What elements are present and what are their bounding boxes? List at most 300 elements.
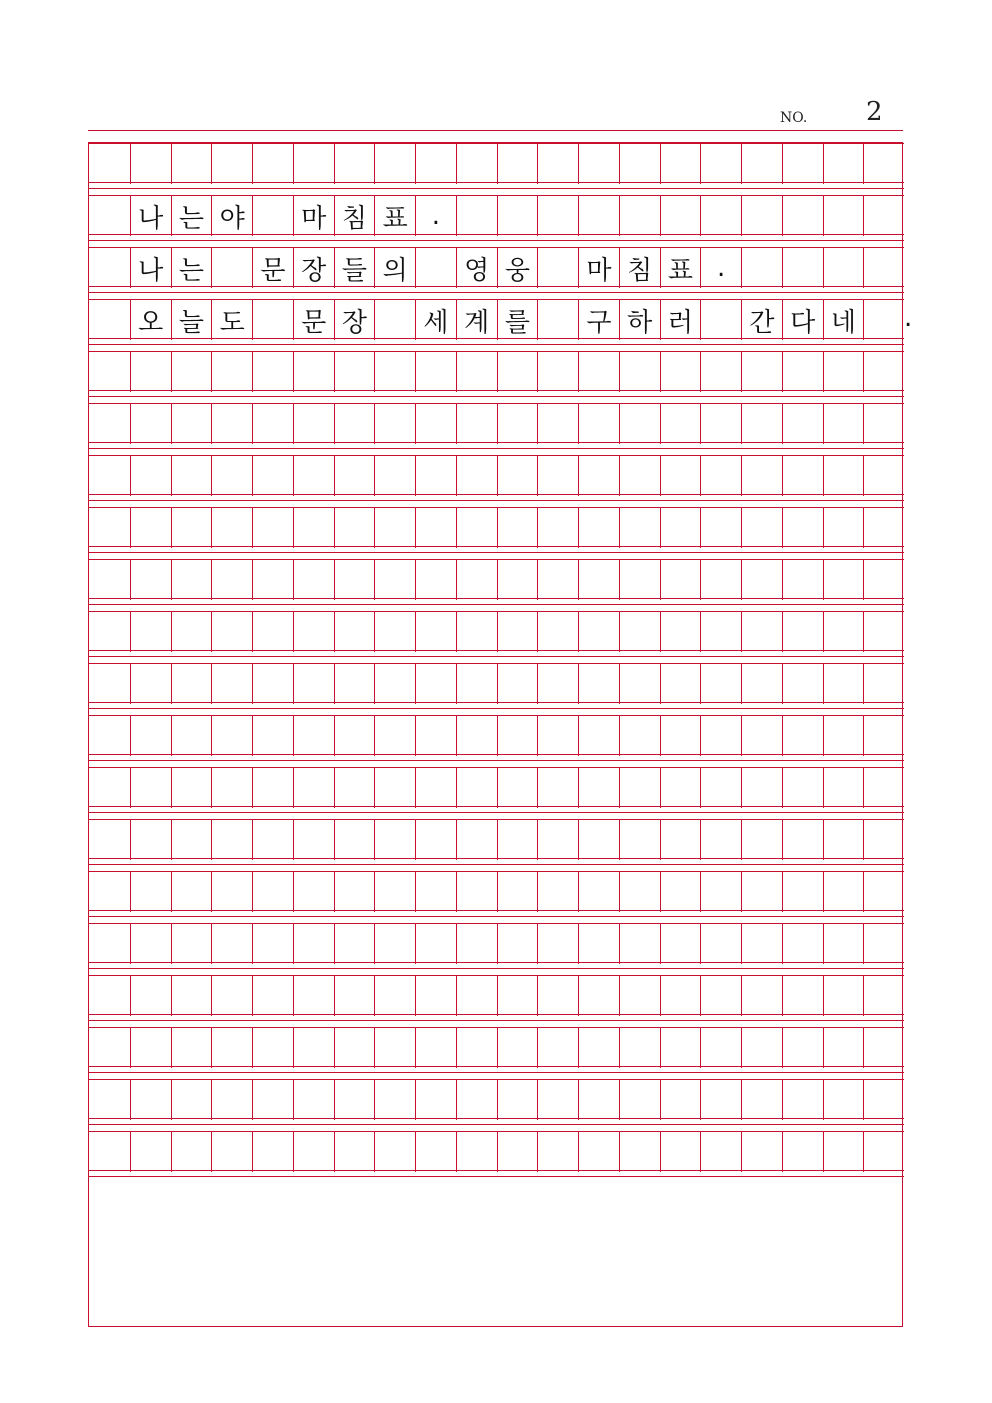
grid-row: [89, 767, 904, 807]
grid-cell: [415, 612, 456, 652]
grid-cell: [456, 1028, 497, 1068]
grid-cell: [863, 716, 904, 756]
grid-cell: [334, 508, 375, 548]
grid-cell: [415, 872, 456, 912]
grid-cell: 계: [456, 300, 497, 340]
grid-cell: [293, 976, 334, 1016]
grid-cell: [741, 664, 782, 704]
grid-cell: [89, 820, 130, 860]
grid-cell: [741, 976, 782, 1016]
grid-cell: [863, 508, 904, 548]
grid-cell: [456, 1080, 497, 1120]
grid-cell: [619, 196, 660, 236]
grid-cell: [89, 560, 130, 600]
grid-cell: [130, 1028, 171, 1068]
grid-cell: [863, 820, 904, 860]
grid-cell: [130, 612, 171, 652]
grid-cell: [497, 872, 538, 912]
grid-cell: [578, 456, 619, 496]
grid-cell: [537, 976, 578, 1016]
grid-cell: [293, 872, 334, 912]
grid-cell: [578, 716, 619, 756]
grid-cell: [782, 664, 823, 704]
grid-cell: [782, 404, 823, 444]
grid-cell: [782, 352, 823, 392]
grid-cell: [823, 196, 864, 236]
grid-cell: [211, 1132, 252, 1172]
grid-cell: [374, 300, 415, 340]
grid-cell: [171, 924, 212, 964]
grid-cell: [537, 404, 578, 444]
grid-cell: [619, 1080, 660, 1120]
grid-cell: [171, 456, 212, 496]
grid-cell: [130, 456, 171, 496]
grid-cell: 웅: [497, 248, 538, 288]
grid-cell: [89, 716, 130, 756]
grid-cell: [537, 352, 578, 392]
grid-cell: [660, 456, 701, 496]
row-gap-line: [89, 656, 904, 657]
grid-cell: [619, 716, 660, 756]
grid-cell: [130, 1080, 171, 1120]
grid-cell: [823, 144, 864, 184]
grid-cell: [578, 1080, 619, 1120]
grid-cell: [211, 612, 252, 652]
grid-cell: [293, 144, 334, 184]
grid-cell: [456, 872, 497, 912]
grid-cell: 의: [374, 248, 415, 288]
row-gap-line: [89, 240, 904, 241]
grid-cell: [619, 924, 660, 964]
grid-cell: [741, 352, 782, 392]
grid-cell: [89, 976, 130, 1016]
grid-cell: 표: [374, 196, 415, 236]
grid-cell: 문: [252, 248, 293, 288]
grid-cell: [89, 248, 130, 288]
grid-cell: [537, 456, 578, 496]
grid-row: [89, 715, 904, 755]
row-gap-line: [89, 1020, 904, 1021]
grid-cell: [660, 768, 701, 808]
grid-cell: [823, 1080, 864, 1120]
grid-cell: [89, 144, 130, 184]
grid-cell: [823, 768, 864, 808]
grid-cell: [700, 664, 741, 704]
grid-cell: [741, 820, 782, 860]
grid-cell: [700, 1080, 741, 1120]
row-gap-line: [89, 1072, 904, 1073]
grid-cell: [252, 1028, 293, 1068]
grid-cell: [252, 560, 293, 600]
grid-cell: [334, 456, 375, 496]
grid-cell: [171, 612, 212, 652]
grid-cell: [415, 924, 456, 964]
grid-cell: 침: [619, 248, 660, 288]
grid-cell: [619, 1028, 660, 1068]
grid-cell: [171, 560, 212, 600]
grid-cell: [374, 508, 415, 548]
grid-cell: [578, 560, 619, 600]
grid-cell: [130, 404, 171, 444]
grid-cell: [537, 560, 578, 600]
grid-cell: [374, 820, 415, 860]
grid-row: [89, 195, 904, 235]
grid-cell: [863, 404, 904, 444]
grid-cell: [293, 612, 334, 652]
grid-cell: [497, 508, 538, 548]
grid-cell: [334, 144, 375, 184]
grid-cell: [293, 820, 334, 860]
grid-cell: [741, 924, 782, 964]
grid-cell: [130, 716, 171, 756]
grid-cell: [578, 924, 619, 964]
grid-cell: [456, 612, 497, 652]
grid-cell: [252, 352, 293, 392]
grid-cell: [863, 1028, 904, 1068]
grid-cell: [374, 612, 415, 652]
grid-cell: 를: [497, 300, 538, 340]
grid-cell: [374, 924, 415, 964]
grid-cell: [252, 196, 293, 236]
grid-cell: [171, 1028, 212, 1068]
grid-cell: [415, 768, 456, 808]
grid-cell: [537, 196, 578, 236]
grid-cell: [782, 1132, 823, 1172]
grid-cell: 침: [334, 196, 375, 236]
grid-cell: [700, 820, 741, 860]
grid-cell: [130, 872, 171, 912]
grid-cell: 야: [211, 196, 252, 236]
grid-cell: [578, 976, 619, 1016]
grid-cell: [456, 1132, 497, 1172]
grid-cell: [863, 456, 904, 496]
grid-cell: [660, 716, 701, 756]
grid-cell: [660, 872, 701, 912]
grid-cell: [334, 924, 375, 964]
grid-cell: [211, 456, 252, 496]
grid-cell: [537, 144, 578, 184]
grid-cell: [415, 560, 456, 600]
grid-cell: [537, 820, 578, 860]
row-gap-line: [89, 708, 904, 709]
grid-cell: [252, 664, 293, 704]
grid-cell: [334, 612, 375, 652]
grid-cell: [211, 352, 252, 392]
grid-cell: [578, 612, 619, 652]
grid-cell: [374, 144, 415, 184]
grid-cell: [700, 1028, 741, 1068]
grid-cell: 영: [456, 248, 497, 288]
grid-cell: [211, 820, 252, 860]
grid-cell: [537, 508, 578, 548]
grid-cell: [578, 664, 619, 704]
grid-cell: [619, 560, 660, 600]
grid-cell: 장: [293, 248, 334, 288]
row-gap-line: [89, 344, 904, 345]
grid-cell: [334, 352, 375, 392]
grid-cell: [334, 1080, 375, 1120]
grid-row: [89, 351, 904, 391]
grid-cell: [130, 508, 171, 548]
grid-cell: [660, 976, 701, 1016]
grid-cell: [211, 144, 252, 184]
grid-cell: [415, 352, 456, 392]
grid-cell: [619, 144, 660, 184]
grid-cell: [660, 820, 701, 860]
grid-cell: 는: [171, 196, 212, 236]
grid-cell: 다: [782, 300, 823, 340]
row-gap-line: [89, 448, 904, 449]
grid-cell: [863, 664, 904, 704]
grid-cell: [863, 976, 904, 1016]
grid-cell: [293, 1132, 334, 1172]
grid-cell: 하: [619, 300, 660, 340]
row-gap-line: [89, 916, 904, 917]
grid-cell: [863, 300, 904, 340]
grid-cell: [374, 664, 415, 704]
grid-cell: [497, 1028, 538, 1068]
grid-cell: [497, 612, 538, 652]
grid-cell: [89, 404, 130, 444]
grid-cell: [660, 352, 701, 392]
grid-cell: [700, 716, 741, 756]
grid-cell: 표: [660, 248, 701, 288]
grid-cell: [171, 352, 212, 392]
grid-cell: [782, 716, 823, 756]
grid-cell: [293, 508, 334, 548]
grid-cell: [823, 664, 864, 704]
grid-cell: [537, 1028, 578, 1068]
grid-cell: [211, 248, 252, 288]
grid-cell: [619, 1132, 660, 1172]
grid-cell: [741, 456, 782, 496]
grid-cell: [497, 1080, 538, 1120]
grid-cell: [741, 1080, 782, 1120]
grid-cell: [415, 508, 456, 548]
grid-cell: [700, 1132, 741, 1172]
grid-cell: [293, 768, 334, 808]
grid-cell: [782, 976, 823, 1016]
grid-cell: [456, 976, 497, 1016]
page-number: 2: [866, 97, 883, 127]
grid-cell: [863, 768, 904, 808]
grid-cell: [497, 352, 538, 392]
grid-cell: [700, 300, 741, 340]
grid-cell: [700, 560, 741, 600]
grid-cell: [89, 300, 130, 340]
grid-cell: [252, 144, 293, 184]
grid-cell: [89, 1132, 130, 1172]
grid-cell: [497, 196, 538, 236]
grid-cell: [619, 872, 660, 912]
grid-cell: [130, 820, 171, 860]
grid-cell: [823, 248, 864, 288]
grid-cell: [741, 612, 782, 652]
grid-cell: [374, 716, 415, 756]
grid-cell: [374, 560, 415, 600]
grid-cell: 간: [741, 300, 782, 340]
grid-cell: [171, 872, 212, 912]
grid-cell: [252, 612, 293, 652]
grid-cell: [823, 716, 864, 756]
grid-cell: [537, 300, 578, 340]
grid-cell: [660, 924, 701, 964]
grid-cell: [456, 820, 497, 860]
grid-cell: [578, 872, 619, 912]
grid-cell: [823, 976, 864, 1016]
grid-cell: [741, 248, 782, 288]
grid-cell: [619, 456, 660, 496]
grid-cell: [497, 144, 538, 184]
grid-cell: [334, 1132, 375, 1172]
grid-row: [89, 611, 904, 651]
grid-cell: [537, 924, 578, 964]
grid-cell: [619, 352, 660, 392]
grid-cell: [619, 664, 660, 704]
grid-cell: [863, 248, 904, 288]
grid-cell: 세: [415, 300, 456, 340]
grid-cell: [171, 820, 212, 860]
grid-cell: [211, 664, 252, 704]
grid-cell: [660, 196, 701, 236]
grid-cell: [374, 768, 415, 808]
grid-cell: [497, 560, 538, 600]
grid-cell: [578, 144, 619, 184]
grid-row: [89, 143, 904, 183]
grid-row: [89, 455, 904, 495]
grid-row: [89, 1131, 904, 1171]
grid-cell: [537, 664, 578, 704]
grid-cell: [415, 976, 456, 1016]
overflow-period: .: [904, 303, 913, 333]
grid-cell: [782, 612, 823, 652]
grid-cell: [334, 560, 375, 600]
grid-cell: [334, 820, 375, 860]
grid-cell: [741, 716, 782, 756]
grid-cell: [823, 872, 864, 912]
grid-cell: [89, 768, 130, 808]
grid-cell: [252, 456, 293, 496]
grid-cell: [782, 196, 823, 236]
grid-cell: [700, 768, 741, 808]
grid-cell: [823, 352, 864, 392]
grid-cell: [782, 768, 823, 808]
grid-cell: [293, 664, 334, 704]
row-gap-line: [89, 812, 904, 813]
grid-cell: [374, 352, 415, 392]
grid-cell: [374, 1080, 415, 1120]
grid-cell: [700, 976, 741, 1016]
grid-row: [89, 663, 904, 703]
grid-cell: [619, 768, 660, 808]
grid-cell: [456, 456, 497, 496]
grid-cell: [171, 404, 212, 444]
grid-cell: [497, 820, 538, 860]
grid-cell: [130, 352, 171, 392]
grid-cell: [619, 508, 660, 548]
grid-cell: [578, 1028, 619, 1068]
grid-cell: [660, 612, 701, 652]
grid-cell: [252, 976, 293, 1016]
grid-cell: [89, 1080, 130, 1120]
grid-cell: [741, 196, 782, 236]
grid-cell: [782, 248, 823, 288]
grid-cell: [89, 924, 130, 964]
grid-cell: [334, 976, 375, 1016]
grid-cell: [578, 768, 619, 808]
grid-cell: [497, 976, 538, 1016]
grid-cell: [456, 508, 497, 548]
grid-row: [89, 975, 904, 1015]
grid-cell: [782, 1028, 823, 1068]
grid-cell: [89, 612, 130, 652]
grid-cell: [700, 924, 741, 964]
grid-cell: [415, 404, 456, 444]
row-gap-line: [89, 1124, 904, 1125]
grid-cell: [171, 1080, 212, 1120]
grid-cell: [89, 664, 130, 704]
grid-cell: [863, 560, 904, 600]
grid-cell: [334, 768, 375, 808]
grid-row: [89, 871, 904, 911]
grid-cell: [415, 1028, 456, 1068]
grid-cell: [171, 976, 212, 1016]
grid-cell: [252, 404, 293, 444]
grid-cell: [211, 976, 252, 1016]
grid-cell: [578, 508, 619, 548]
grid-cell: [456, 924, 497, 964]
grid-cell: [415, 1080, 456, 1120]
grid-cell: [497, 456, 538, 496]
grid-cell: [211, 716, 252, 756]
grid-cell: [660, 404, 701, 444]
grid-cell: [293, 1080, 334, 1120]
grid-cell: [660, 508, 701, 548]
grid-cell: [211, 1080, 252, 1120]
grid-cell: [211, 768, 252, 808]
grid-cell: [537, 872, 578, 912]
grid-cell: [619, 404, 660, 444]
grid-cell: 나: [130, 248, 171, 288]
grid-cell: [374, 1028, 415, 1068]
grid-cell: [211, 404, 252, 444]
grid-cell: [741, 144, 782, 184]
grid-cell: [782, 560, 823, 600]
grid-cell: [619, 820, 660, 860]
grid-cell: [741, 768, 782, 808]
grid-cell: [700, 404, 741, 444]
grid-cell: [863, 144, 904, 184]
grid-cell: 는: [171, 248, 212, 288]
grid-cell: [619, 976, 660, 1016]
grid-cell: [415, 144, 456, 184]
grid-cell: 마: [578, 248, 619, 288]
grid-cell: [823, 1028, 864, 1068]
grid-cell: [537, 248, 578, 288]
grid-cell: [415, 248, 456, 288]
grid-cell: [823, 404, 864, 444]
grid-cell: [782, 820, 823, 860]
grid-cell: 네: [823, 300, 864, 340]
grid-cell: [252, 1132, 293, 1172]
grid-cell: [334, 404, 375, 444]
grid-cell: [863, 196, 904, 236]
grid-cell: [823, 924, 864, 964]
grid-cell: [293, 404, 334, 444]
grid-row: [89, 923, 904, 963]
grid-cell: [823, 820, 864, 860]
grid-cell: [456, 560, 497, 600]
